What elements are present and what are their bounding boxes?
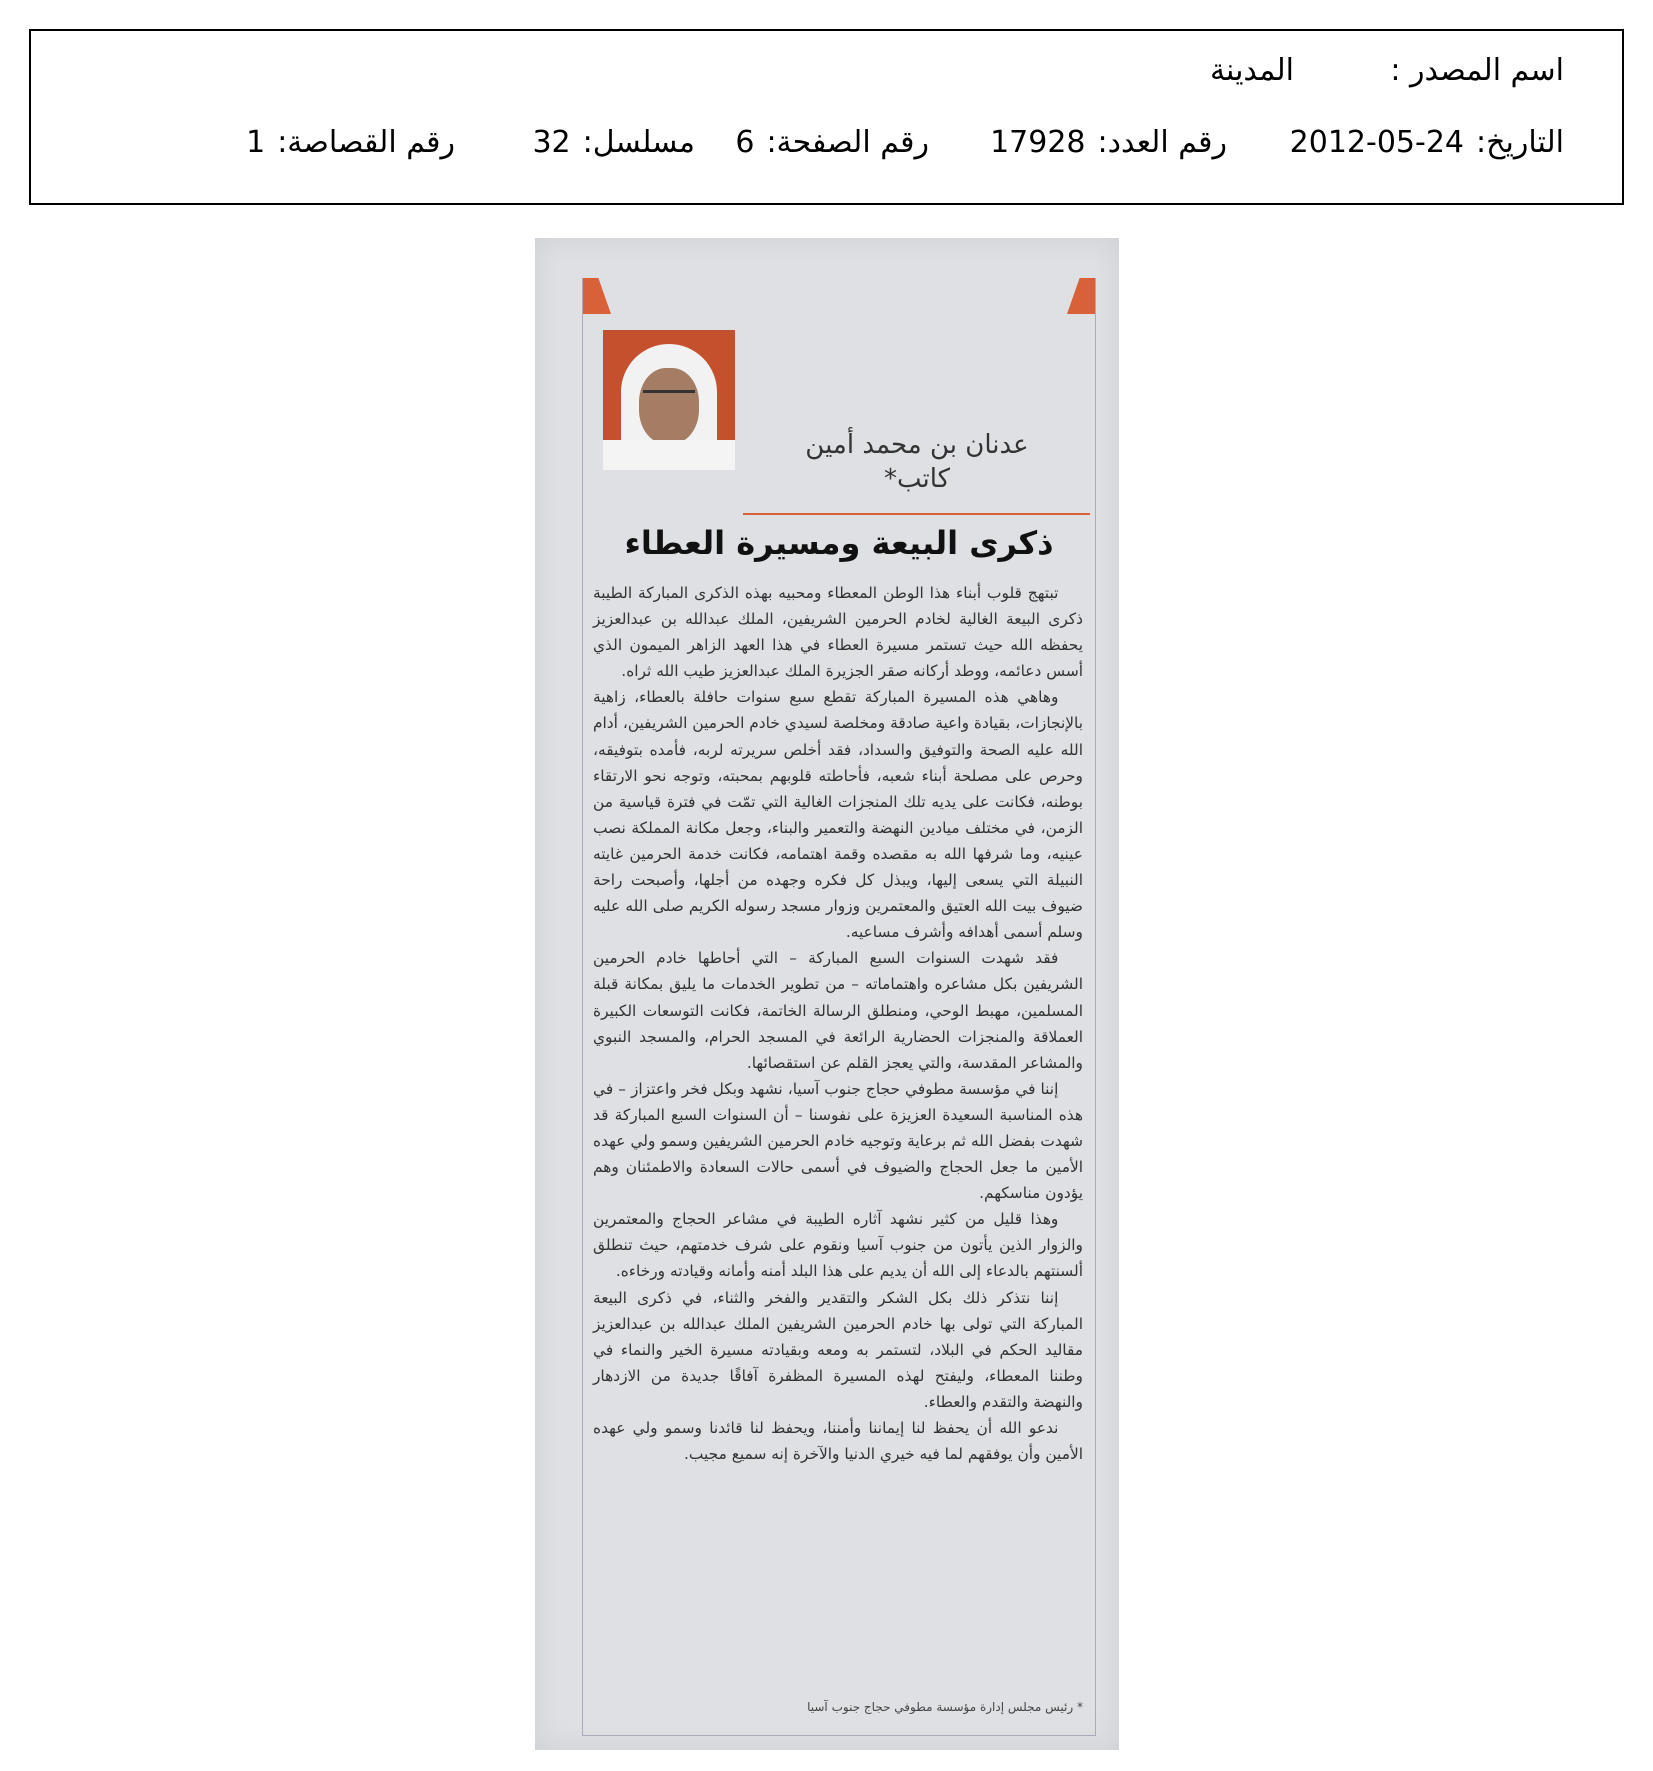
- author-thobe: [603, 440, 735, 470]
- issue-field: [929, 125, 1227, 160]
- article-paragraph: إننا نتذكر ذلك بكل الشكر والتقدير والفخر والثناء، في ذكرى البيعة المباركة التي تولى بها خادم الحرمين الشريفين الملك عبدالله بن عبدالعزيز مقاليد الحكم في البلاد، لتستمر به ومعه وبقيادته مسيرة الخير والنماء في وطننا المعطاء، وليفتح لهذه المسيرة المظفرة آفاقًا جديدة من الازدهار والنهضة والتقدم والعطاء.: [593, 1288, 1083, 1411]
- article-title: ذكرى البيعة ومسيرة العطاء: [624, 524, 1054, 562]
- clip-label: رقم القصاصة:: [277, 125, 455, 160]
- article-paragraph: ندعو الله أن يحفظ لنا إيماننا وأمننا، ويحفظ لنا قائدنا وسمو ولي عهده الأمين وأن يوفقهم لما فيه خيري الدنيا والآخرة إنه سميع مجيب.: [593, 1419, 1083, 1464]
- author-face: [639, 368, 699, 444]
- page-value: 6: [735, 125, 755, 160]
- date-value: 2012-05-24: [1289, 125, 1465, 160]
- author-footnote: * رئيس مجلس إدارة مؤسسة مطوفي حجاج جنوب آسيا: [807, 1700, 1083, 1714]
- date-field: [1227, 125, 1564, 160]
- serial-field: [455, 125, 695, 160]
- author-role: كاتب*: [883, 464, 951, 494]
- newspaper-clipping: [535, 238, 1119, 1750]
- byline-divider: [743, 513, 1090, 515]
- metadata-box: [29, 29, 1624, 205]
- page-label: رقم الصفحة:: [766, 125, 929, 160]
- source-value-field: [1210, 53, 1294, 88]
- author-glasses: [643, 390, 695, 403]
- accent-corner-right: [1067, 278, 1095, 314]
- article-body: [593, 580, 1083, 1467]
- author-name: عدنان بن محمد أمين: [805, 430, 1029, 460]
- metadata-row-source: [1210, 53, 1564, 88]
- serial-label: مسلسل:: [582, 125, 695, 160]
- source-field: [1294, 53, 1564, 88]
- source-label: اسم المصدر :: [1390, 53, 1564, 88]
- article-frame: [582, 278, 1096, 1736]
- issue-value: 17928: [990, 125, 1086, 160]
- article-paragraph: وهاهي هذه المسيرة المباركة تقطع سبع سنوات حافلة بالعطاء، زاهية بالإنجازات، بقيادة واعية صادقة ومخلصة لسيدي خادم الحرمين الشريفين، أدام الله عليه الصحة والتوفيق والسداد، فقد أخلص سريرته لربه، فأمده بتوفيقه، وحرص على مصلحة أبناء شعبه، فأحاطته قلوبهم بمحبته، وتوجه نحو الارتقاء بوطنه، فكانت على يديه تلك المنجزات الغالية التي تمّت في فترة قياسية من الزمن، في مختلف ميادين النهضة والتعمير والبناء، وجعل مكانة المملكة نصب عينيه، وما شرفها الله به مقصده وقمة اهتمامه، فكانت خدمة الحرمين غايته النبيلة التي يسعى إليها، ويبذل كل فكره وجهده من أجلها، وأصبحت راحة ضيوف بيت الله العتيق والمعتمرين وزوار مسجد رسوله الكريم صلى الله عليه وسلم أسمى أهدافه وأشرف مساعيه.: [593, 688, 1083, 942]
- metadata-row-details: [246, 125, 1564, 160]
- date-label: التاريخ:: [1476, 125, 1564, 160]
- article-paragraph: فقد شهدت السنوات السبع المباركة – التي أحاطها خادم الحرمين الشريفين بكل مشاعره واهتماماته – من تطوير الخدمات ما يليق بمكانة قبلة المسلمين، مهبط الوحي، ومنطلق الرسالة الخاتمة، فكانت التوسعات الكبيرة العملاقة والمنجزات الحضارية الرائعة في المسجد الحرام، والمسجد النبوي والمشاعر المقدسة، والتي يعجز القلم عن استقصائها.: [593, 949, 1083, 1072]
- article-paragraph: إننا في مؤسسة مطوفي حجاج جنوب آسيا، نشهد وبكل فخر واعتزاز – في هذه المناسبة السعيدة العزيزة على نفوسنا – أن السنوات السبع المباركة قد شهدت بفضل الله ثم برعاية وتوجيه خادم الحرمين الشريفين وسمو ولي عهده الأمين ما جعل الحجاج والضيوف في أسمى حالات السعادة والاطمئنان وهم يؤدون مناسكهم.: [593, 1079, 1083, 1203]
- page-field: [695, 125, 929, 160]
- clip-value: 1: [246, 125, 266, 160]
- source-value: المدينة: [1209, 53, 1294, 88]
- clip-field: [246, 125, 455, 160]
- author-photo: [603, 330, 735, 470]
- issue-label: رقم العدد:: [1097, 125, 1227, 160]
- serial-value: 32: [532, 125, 571, 160]
- author-byline: [767, 428, 1067, 496]
- article-paragraph: تبتهج قلوب أبناء هذا الوطن المعطاء ومحبيه بهذه الذكرى المباركة الطيبة ذكرى البيعة الغالية لخادم الحرمين الشريفين، الملك عبدالله بن عبدالعزيز يحفظه الله حيث تستمر مسيرة العطاء في هذا العهد الزاهر الميمون الذي أسس دعائمه، ووطد أركانه صقر الجزيرة الملك عبدالعزيز طيب الله ثراه.: [593, 584, 1083, 681]
- accent-corner-left: [583, 278, 611, 314]
- article-paragraph: وهذا قليل من كثير نشهد آثاره الطيبة في مشاعر الحجاج والمعتمرين والزوار الذين يأتون من جنوب آسيا ونقوم على شرف خدمتهم، حيث تنطلق ألسنتهم بالدعاء إلى الله أن يديم على هذا البلد أمنه وأمانه وقيادته ورخاءه.: [593, 1210, 1083, 1281]
